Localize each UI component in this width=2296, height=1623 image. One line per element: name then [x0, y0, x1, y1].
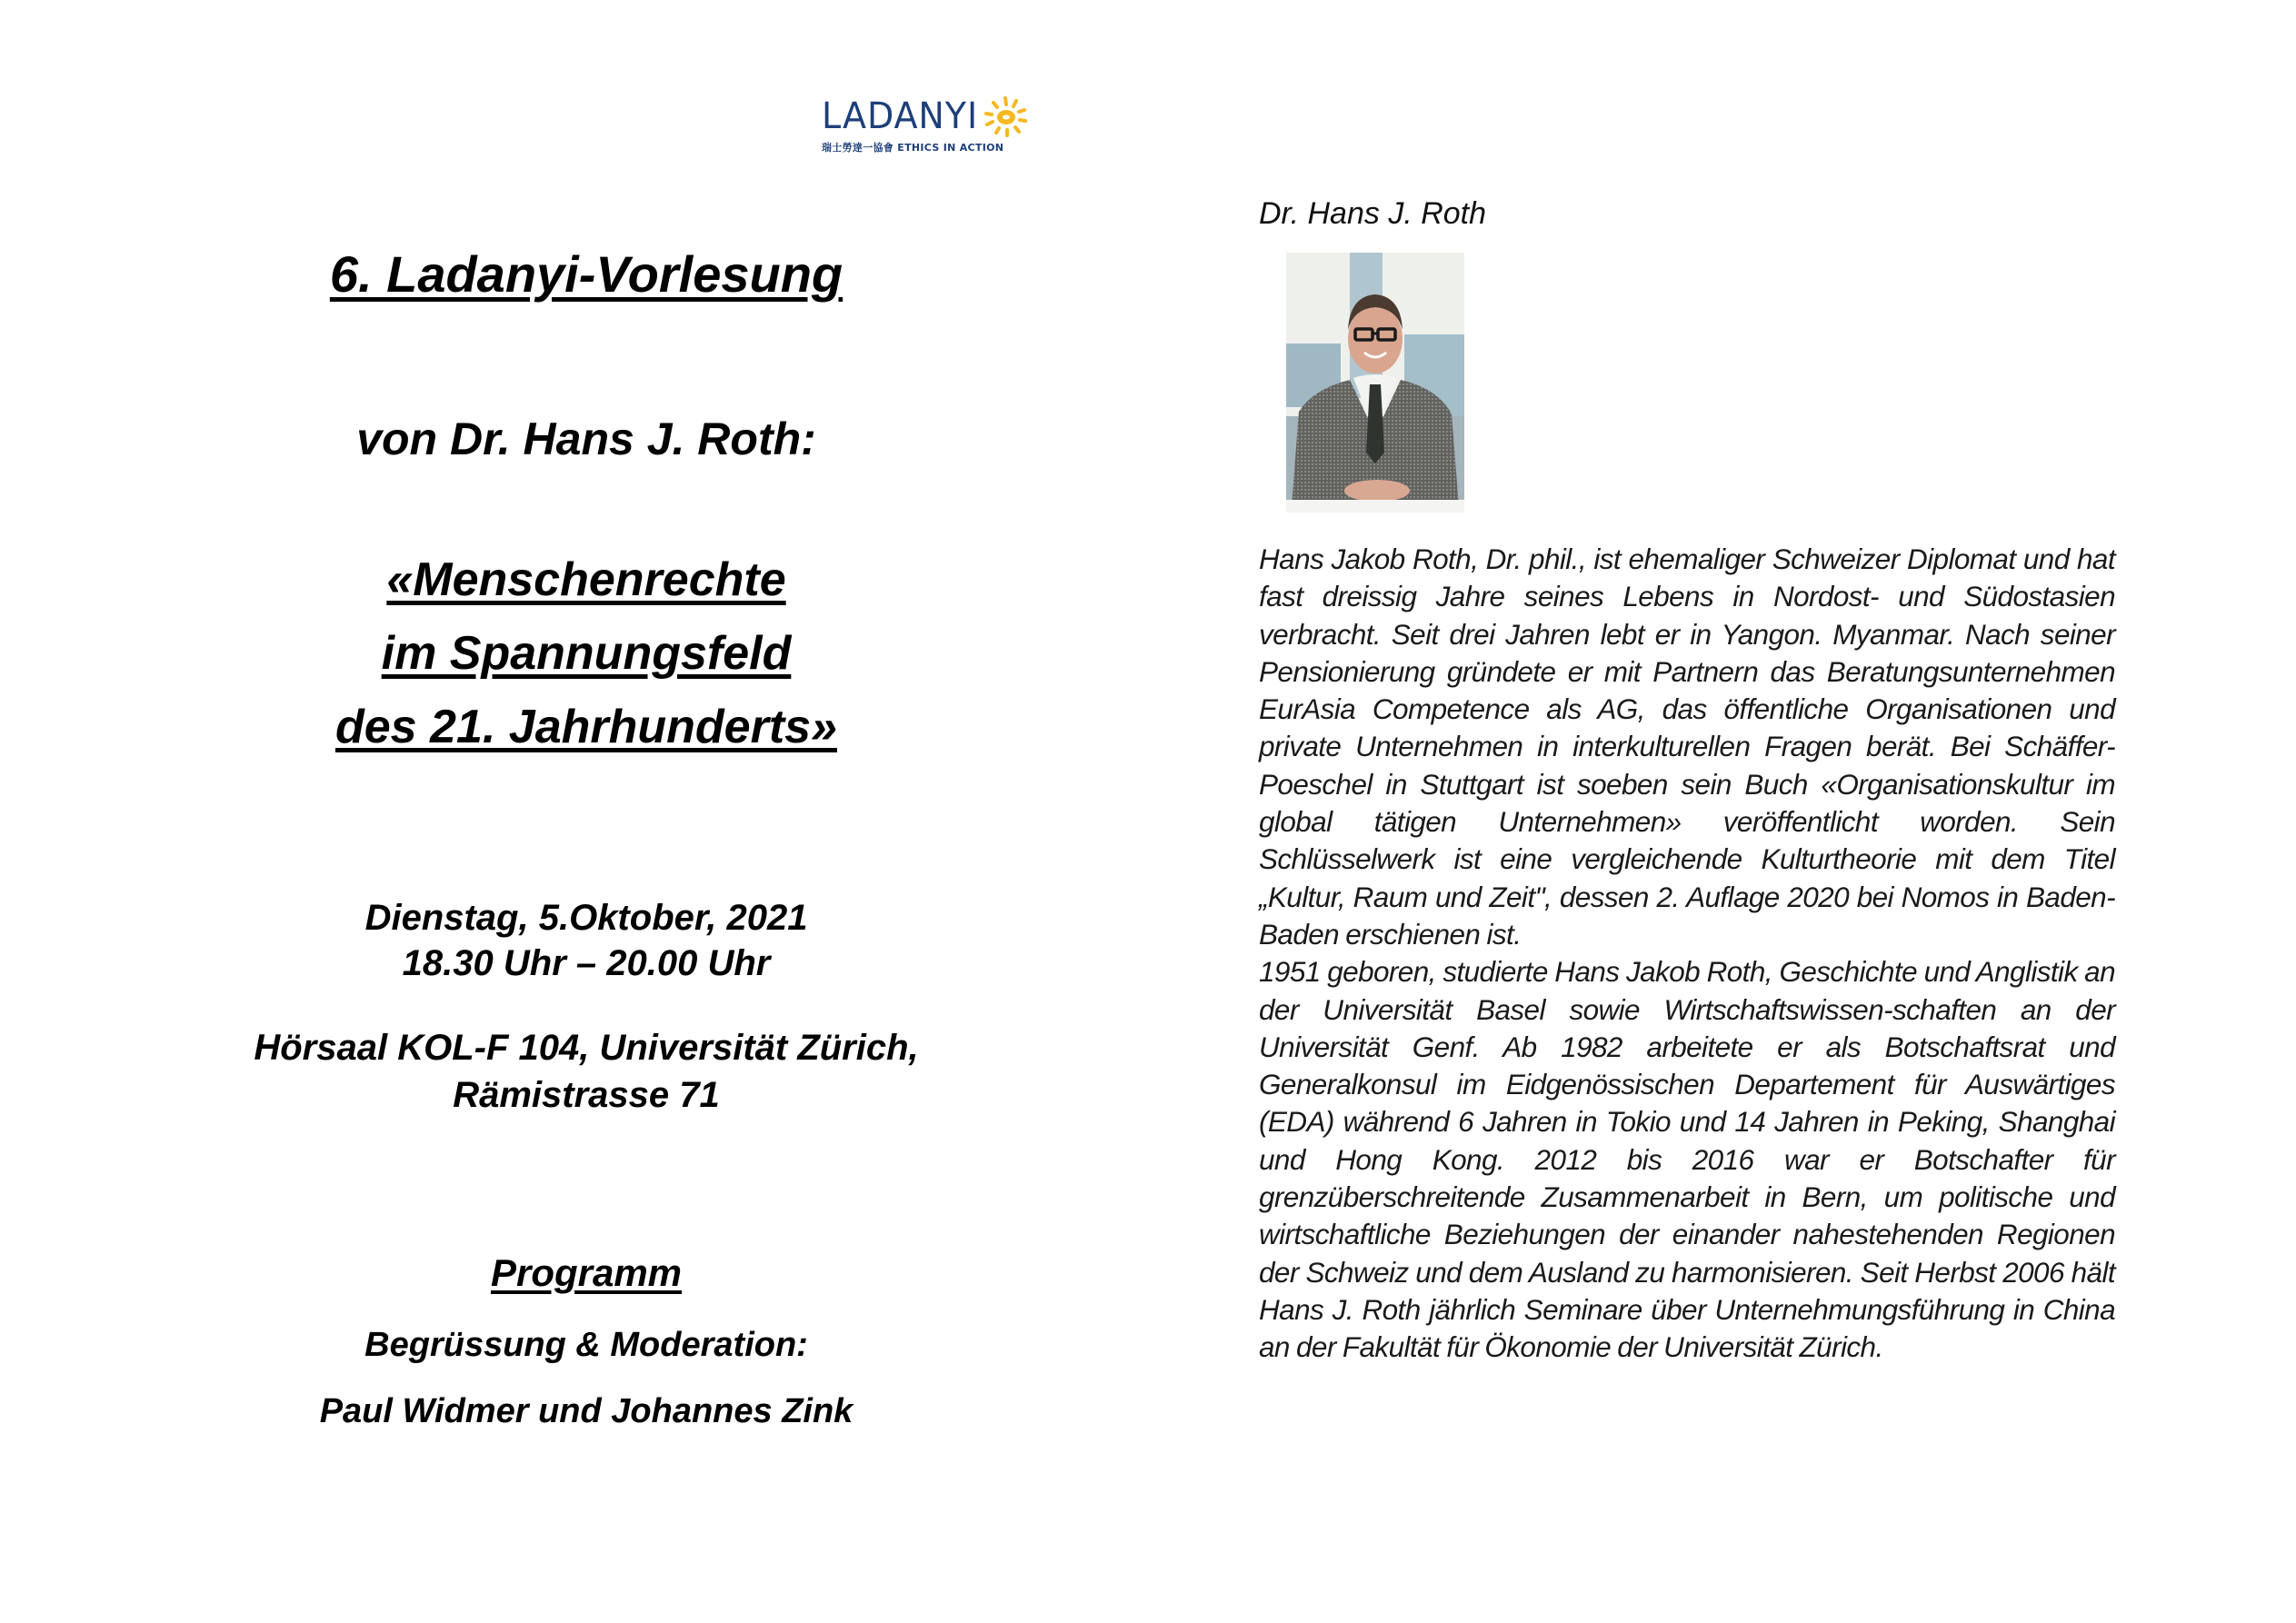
- program-heading: Programm: [490, 1251, 683, 1294]
- event-title: 6. Ladanyi-Vorlesung: [329, 245, 844, 303]
- logo-tagline-cn: 瑞士勞達一協會: [822, 142, 894, 154]
- logo-tagline-en: ETHICS IN ACTION: [897, 142, 1004, 154]
- speaker-line: von Dr. Hans J. Roth:: [356, 413, 816, 464]
- bio-paragraph: 1951 geboren, studierte Hans Jakob Roth, Geschichte und Anglistik an der Universität Basel sowie Wirtschaftswissen-schaften an der Universität Genf. Ab 1982 arbeitete er als Botschaftsrat und Generalkonsul im Eidgenössischen Departement für Auswärtiges (EDA) während 6 Jahren in Tokio und 14 Jahren in Peking, Shanghai und Hong Kong. 2012 bis 2016 war er Botschafter für grenzüberschreitende Zusammenarbeit in Bern, um politische und wirtschaftliche Beziehungen der einander nahestehenden Regionen der Schweiz und dem Ausland zu harmonisieren. Seit Herbst 2006 hält Hans J. Roth jährlich Seminare über Unternehmungsführung in China an der Fakultät für Ökonomie der Universität Zürich.: [1259, 955, 2115, 1364]
- event-time: 18.30 Uhr – 20.00 Uhr: [402, 943, 771, 983]
- bio-name: Dr. Hans J. Roth: [1259, 196, 1487, 231]
- logo-wordmark: LADANYI: [822, 95, 979, 137]
- bio-paragraph: Hans Jakob Roth, Dr. phil., ist ehemaliger Schweizer Diplomat und hat fast dreissig Jahre seines Lebens in Nordost- und Südostasien verbracht. Seit drei Jahren lebt er in Yangon. Myanmar. Nach seiner Pensionierung gründete er mit Partnern das Beratungsunternehmen EurAsia Competence als AG, das öffentliche Organisationen und private Unternehmen in interkulturellen Fragen berät. Bei Schäffer-Poeschel in Stuttgart ist soeben sein Buch «Organisationskultur im global tätigen Unternehmen» veröffentlicht worden. Sein Schlüsselwerk ist eine vergleichende Kulturtheorie mit dem Titel „Kultur, Raum und Zeit", dessen 2. Auflage 2020 bei Nomos in Baden-Baden erschienen ist.: [1259, 543, 2115, 951]
- logo-tagline: [822, 140, 1003, 154]
- ladanyi-logo: [818, 95, 1036, 158]
- speaker-photo: [1286, 253, 1464, 513]
- topic-line: des 21. Jahrhunderts»: [335, 701, 837, 753]
- topic-line: «Menschenrechte: [386, 553, 786, 606]
- portrait-illustration: [1286, 253, 1464, 513]
- sun-icon: [982, 95, 1029, 138]
- event-datetime: [218, 895, 954, 986]
- bio-text: [1259, 541, 2115, 1367]
- venue-line: Rämistrasse 71: [453, 1075, 720, 1115]
- program-item-names: Paul Widmer und Johannes Zink: [319, 1392, 854, 1430]
- topic-line: im Spannungsfeld: [381, 627, 792, 680]
- venue-line: Hörsaal KOL-F 104, Universität Zürich,: [254, 1028, 919, 1068]
- lecture-topic: [218, 543, 954, 764]
- program-item-label: Begrüssung & Moderation:: [364, 1326, 808, 1364]
- event-date: Dienstag, 5.Oktober, 2021: [364, 898, 808, 938]
- event-venue: [218, 1024, 954, 1119]
